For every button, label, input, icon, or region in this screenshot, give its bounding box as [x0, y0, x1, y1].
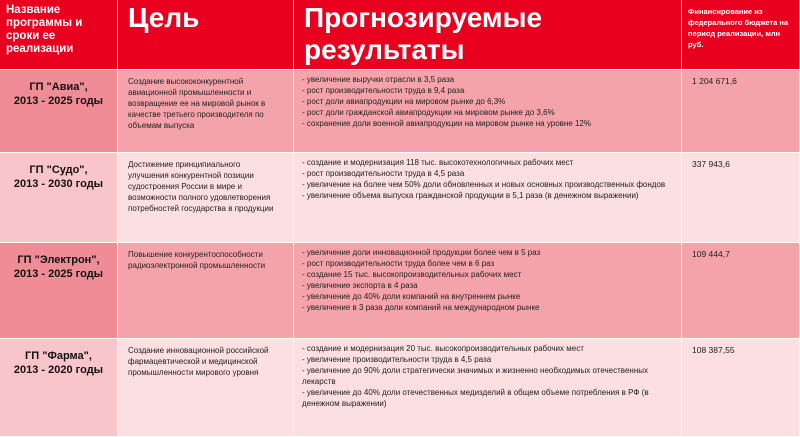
result-item: - увеличение в 3 раза доли компаний на международном рынке: [302, 303, 540, 312]
result-item: - увеличение доли инновационной продукции более чем в 5 раз: [302, 248, 541, 257]
result-item: - увеличение на более чем 50% доли обновленных и новых основных производственных фондов: [302, 180, 666, 189]
results-cell: [294, 70, 682, 153]
header-goal: Цель: [118, 0, 294, 70]
result-item: - сохранение доли военной авиапродукции на мировом рынке на уровне 12%: [302, 119, 591, 128]
result-item: - увеличение выручки отрасли в 3,5 раза: [302, 75, 455, 84]
program-name-cell: [0, 243, 118, 339]
header-program: Название программы и сроки ее реализации: [0, 0, 118, 70]
results-cell: [294, 339, 682, 437]
program-period: 2013 - 2025 годы: [13, 95, 104, 107]
header-finance: Финансирование из федерального бюджета на период реализации, млн руб.: [682, 0, 800, 70]
results-cell: [294, 243, 682, 339]
program-period: 2013 - 2020 годы: [13, 364, 104, 376]
program-name-cell: [0, 70, 118, 153]
program-period: 2013 - 2025 годы: [13, 268, 104, 280]
result-item: - рост производительности труда в 9,4 раза: [302, 86, 465, 95]
result-item: - создание и модернизация 118 тыс. высокотехнологичных рабочих мест: [302, 158, 574, 167]
program-period: 2013 - 2030 годы: [13, 178, 104, 190]
result-item: - создание 15 тыс. высокопроизводительных рабочих мест: [302, 270, 522, 279]
program-name-cell: [0, 153, 118, 243]
goal-cell: Повышение конкурентоспособности радиоэлектронной промышленности: [118, 243, 294, 339]
goal-cell: Достижение принципиального улучшения конкурентной позиции судостроения России в мире и возможности полного удовлетворения потребностей государства в продукции: [118, 153, 294, 243]
finance-cell: 1 204 671,6: [682, 70, 800, 153]
result-item: - увеличение до 40% доли компаний на внутреннем рынке: [302, 292, 521, 301]
program-name: ГП "Авиа",: [29, 81, 88, 93]
goal-cell: Создание высококонкурентной авиационной промышленности и возвращение ее на мировой рынок в качестве третьего производителя по объемам выпуска: [118, 70, 294, 153]
goal-cell: Создание инновационной российской фармацевтической и медицинской промышленности мирового уровня: [118, 339, 294, 437]
program-name-cell: [0, 339, 118, 437]
result-item: - увеличение производительности труда в 4,5 раза: [302, 355, 492, 364]
result-item: - рост производительности труда более чем в 6 раз: [302, 259, 495, 268]
result-item: - рост доли авиапродукции на мировом рынке до 6,3%: [302, 97, 506, 106]
program-name: ГП "Фарма",: [25, 350, 92, 362]
header-results: Прогнозируемые результаты: [294, 0, 682, 70]
finance-cell: 108 387,55: [682, 339, 800, 437]
result-item: - увеличение до 90% доли стратегически значимых и жизненно необходимых отечественных лекарств: [302, 366, 648, 386]
result-item: - создание и модернизация 20 тыс. высокопроизводительных рабочих мест: [302, 344, 584, 353]
finance-cell: 337 943,6: [682, 153, 800, 243]
finance-cell: 109 444,7: [682, 243, 800, 339]
result-item: - увеличение до 40% доли отечественных медизделий в общем объеме потребления в РФ (в денежном выражении): [302, 388, 649, 408]
results-cell: [294, 153, 682, 243]
result-item: - увеличение экспорта в 4 раза: [302, 281, 418, 290]
result-item: - рост доли гражданской авиапродукции на мировом рынке до 3,6%: [302, 108, 555, 117]
program-name: ГП "Судо",: [29, 164, 88, 176]
result-item: - рост производительности труда в 4,5 раза: [302, 169, 465, 178]
result-item: - увеличение объема выпуска гражданской продукции в 5,1 раза (в денежном выражении): [302, 191, 639, 200]
program-name: ГП "Электрон",: [17, 254, 100, 266]
